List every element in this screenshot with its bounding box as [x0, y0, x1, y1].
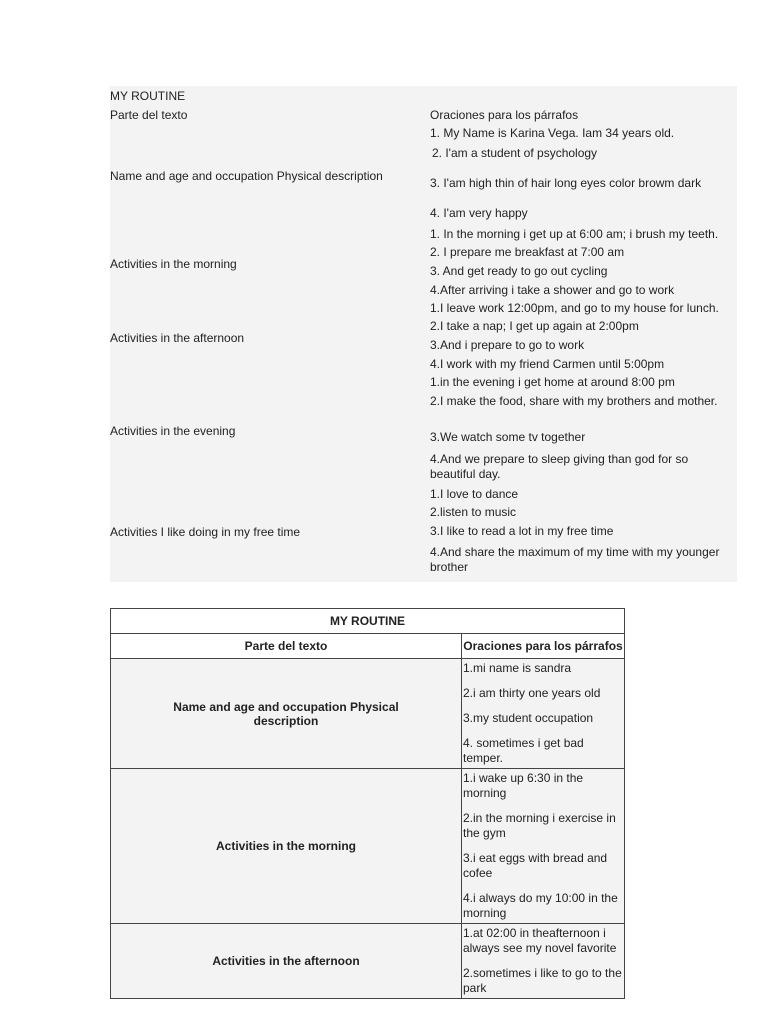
block1-sentence: 1. My Name is Karina Vega. Iam 34 years old.: [430, 126, 675, 140]
routine-block-1: [110, 86, 737, 582]
table2-col-left-header: Parte del texto: [111, 634, 462, 659]
block1-sentence: 3.And i prepare to go to work: [430, 338, 585, 352]
block1-sentence: 4.And we prepare to sleep giving than god for so beautiful day.: [430, 452, 689, 481]
block1-sentence: 3. And get ready to go out cycling: [430, 264, 608, 278]
block1-section-label: Activities in the afternoon: [110, 331, 245, 345]
table-row: [111, 659, 625, 769]
table2-title: MY ROUTINE: [111, 609, 625, 634]
routine-table-2: [110, 608, 625, 999]
table2-row-sentences: [462, 769, 625, 924]
block1-sentence: 2.listen to music: [430, 505, 517, 519]
table-row: [111, 924, 625, 999]
table2-sentence: 4. sometimes i get bad temper.: [463, 736, 584, 765]
table2-sentence: 1.at 02:00 in theafternoon i always see my novel favorite: [463, 926, 617, 955]
block1-title: MY ROUTINE: [110, 89, 186, 103]
table-row: [111, 769, 625, 924]
table2-row-label: Activities in the morning: [111, 769, 462, 924]
table2-sentence: 4.i always do my 10:00 in the morning: [463, 891, 618, 920]
table2-sentence: 2.sometimes i like to go to the park: [463, 966, 622, 995]
block1-sentence: 4.I work with my friend Carmen until 5:00pm: [430, 357, 665, 371]
table2-sentence: 3.i eat eggs with bread and cofee: [463, 851, 608, 880]
block1-sentence: 3.We watch some tv together: [430, 430, 586, 444]
block1-section-label: Name and age and occupation Physical description: [110, 169, 383, 183]
block1-col-right-header: Oraciones para los párrafos: [430, 108, 579, 122]
table2-sentence: 1.mi name is sandra: [463, 661, 572, 675]
block1-sentence: 1.I leave work 12:00pm, and go to my house for lunch.: [430, 301, 719, 315]
table2-sentence: 2.in the morning i exercise in the gym: [463, 811, 616, 840]
table2-col-right-header: Oraciones para los párrafos: [462, 634, 625, 659]
table2-row-sentences: [462, 659, 625, 769]
block1-col-left-header: Parte del texto: [110, 108, 188, 122]
block1-sentence: 4.And share the maximum of my time with my younger brother: [430, 545, 720, 574]
block1-section-label: Activities I like doing in my free time: [110, 525, 301, 539]
table2-row-label: Name and age and occupation Physical description: [111, 659, 462, 769]
block1-sentence: 1. In the morning i get up at 6:00 am; i brush my teeth.: [430, 227, 719, 241]
block1-sentence: 2. I prepare me breakfast at 7:00 am: [430, 245, 625, 259]
block1-sentence: 2.I take a nap; I get up again at 2:00pm: [430, 319, 639, 333]
block1-sentence: 2.I make the food, share with my brothers and mother.: [430, 394, 718, 408]
table2-sentence: 3.my student occupation: [463, 711, 594, 725]
table2-sentence: 1.i wake up 6:30 in the morning: [463, 771, 584, 800]
block1-sentence: 3.I like to read a lot in my free time: [430, 524, 614, 538]
block1-sentence: 4.After arriving i take a shower and go to work: [430, 283, 675, 297]
table2-row-sentences: [462, 924, 625, 999]
block1-sentence: 4. I'am very happy: [430, 206, 528, 220]
block1-sentence: 1.in the evening i get home at around 8:00 pm: [430, 375, 675, 389]
table2-row-label: Activities in the afternoon: [111, 924, 462, 999]
block1-sentence: 2. I'am a student of psychology: [432, 146, 598, 160]
block1-sentence: 1.I love to dance: [430, 487, 519, 501]
block1-sentence: 3. I'am high thin of hair long eyes color browm dark: [430, 176, 702, 190]
table2-sentence: 2.i am thirty one years old: [463, 686, 601, 700]
block1-section-label: Activities in the morning: [110, 257, 237, 271]
block1-section-label: Activities in the evening: [110, 424, 236, 438]
